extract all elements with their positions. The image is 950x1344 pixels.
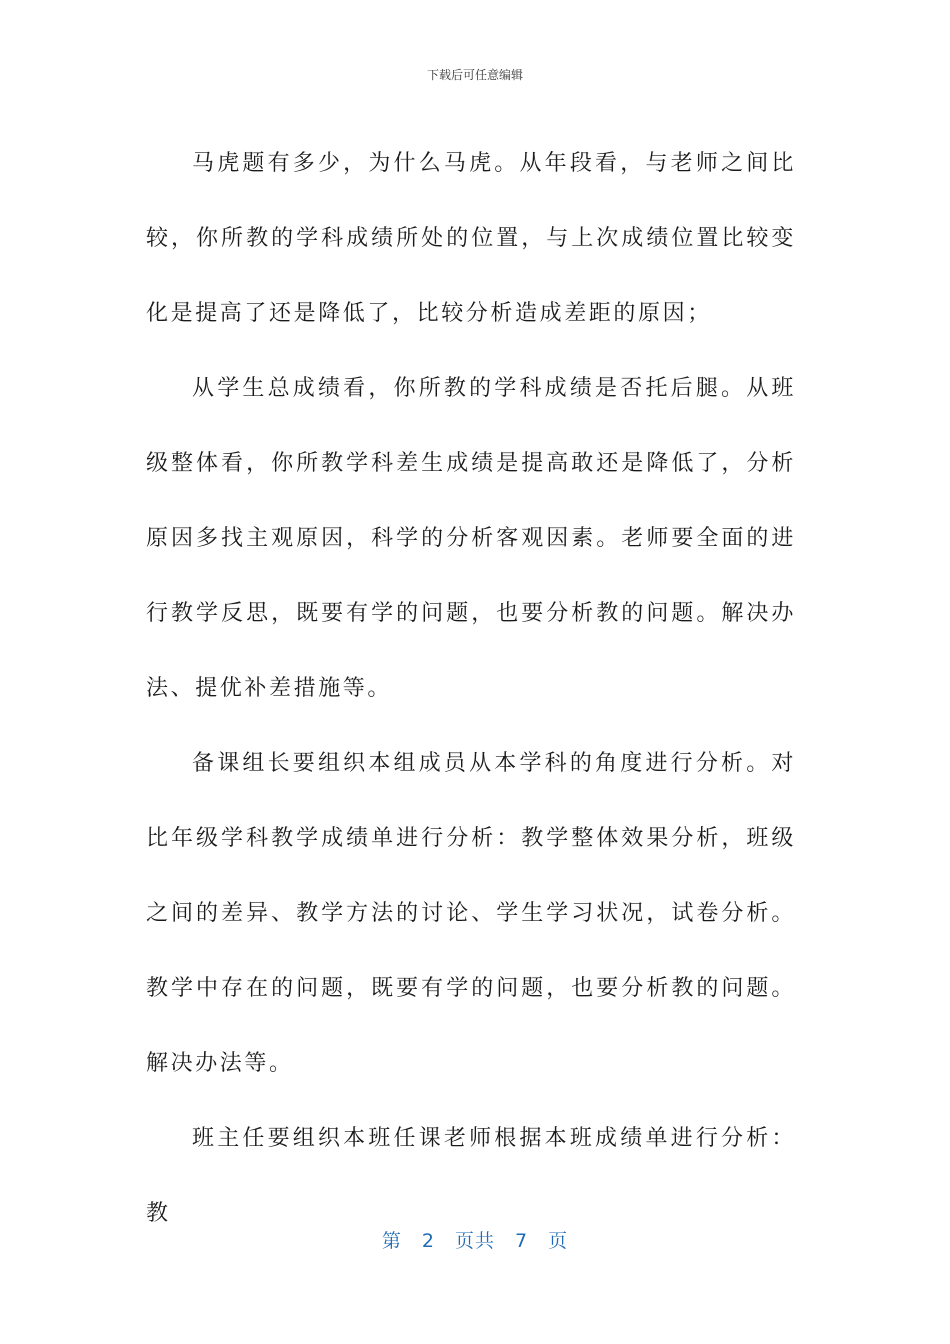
paragraph: 从学生总成绩看，你所教的学科成绩是否托后腿。从班级整体看，你所教学科差生成绩是提高敢还是降低了，分析原因多找主观原因，科学的分析客观因素。老师要全面的进行教学反思，既要有学的问题，也要分析教的问题。解决办法、提优补差措施等。 [146, 376, 796, 701]
page-header: 下载后可任意编辑 [426, 68, 523, 82]
paragraph: 马虎题有多少，为什么马虎。从年段看，与老师之间比较，你所教的学科成绩所处的位置，与上次成绩位置比较变化是提高了还是降低了，比较分析造成差距的原因； [146, 151, 796, 326]
paragraph: 备课组长要组织本组成员从本学科的角度进行分析。对比年级学科教学成绩单进行分析：教学整体效果分析，班级之间的差异、教学方法的讨论、学生学习状况，试卷分析。教学中存在的问题，既要有学的问题，也要分析教的问题。解决办法等。 [146, 751, 796, 1076]
footer-total-pages: 7 [515, 1230, 529, 1252]
footer-prefix: 第 [381, 1230, 402, 1252]
footer-page-number: 2 [421, 1230, 435, 1252]
page-footer [0, 1226, 950, 1253]
footer-suffix: 页 [548, 1230, 569, 1252]
document-body [146, 126, 796, 1251]
paragraph: 班主任要组织本班任课老师根据本班成绩单进行分析：教 [146, 1126, 796, 1226]
footer-middle: 页共 [454, 1230, 495, 1252]
